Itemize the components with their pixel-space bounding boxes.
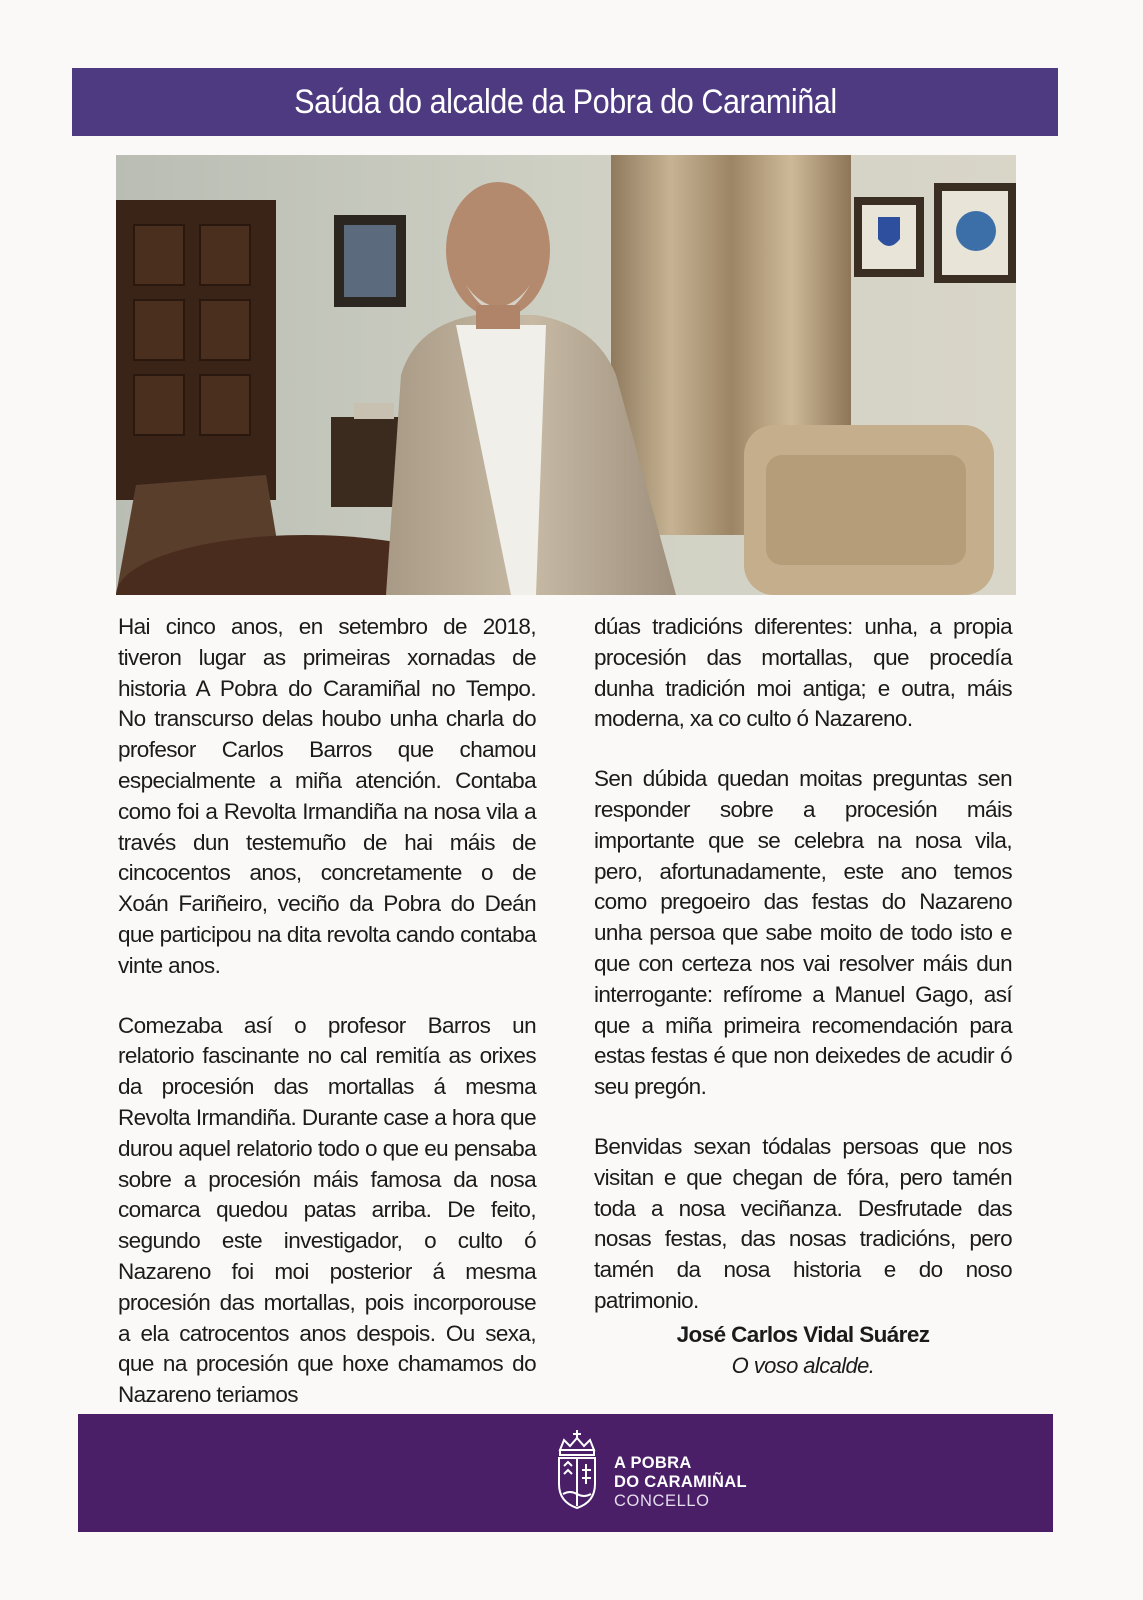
- signature-name: José Carlos Vidal Suárez: [676, 1321, 930, 1347]
- mayor-photo: [116, 155, 1016, 595]
- logo-text: [614, 1454, 747, 1511]
- paragraph: Sen dúbida quedan moitas preguntas sen responder sobre a procesión máis importante que se celebra na nosa vila, pero, afortunadamente, este ano temos como pregoeiro das festas do Nazareno unha persoa que sabe moito de todo isto e que con certeza nos vai resolver máis dun interrogante: refírome a Manuel Gago, así que a miña primeira recomendación para estas festas é que non deixedes de acudir ó seu pregón.: [594, 766, 1012, 1100]
- signature: [594, 1319, 1012, 1381]
- paragraph: Benvidas sexan tódalas persoas que nos visitan e que chegan de fóra, pero tamén toda a nosa veciñanza. Desfrutade das nosas festas, das nosas tradicións, pero tamén da nosa historia e do noso patrimonio.: [594, 1133, 1012, 1313]
- footer-bar: [78, 1414, 1053, 1532]
- logo-line-1: A POBRA: [614, 1454, 692, 1472]
- article-right-column: [594, 612, 1012, 1381]
- title-bar: [72, 68, 1058, 136]
- paragraph: Hai cinco anos, en setembro de 2018, tiveron lugar as primeiras xornadas de historia A Pobra do Caramiñal no Tempo. No transcurso delas houbo unha charla do profesor Carlos Barros que chamou especialmente a miña atención. Contaba como foi a Revolta Irmandiña na nosa vila a través dun testemuño de hai máis de cincocentos anos, concretamente o de Xoán Fariñeiro, veciño da Pobra do Deán que participou na dita revolta cando contaba vinte anos.: [118, 614, 536, 978]
- coat-of-arms-icon: [554, 1428, 600, 1512]
- page-title: Saúda do alcalde da Pobra do Caramiñal: [293, 82, 837, 121]
- paragraph: dúas tradicións diferentes: unha, a propia procesión das mortallas, que procedía dunha tradición moi antiga; e outra, máis moderna, xa co culto ó Nazareno.: [594, 614, 1012, 732]
- article-left-column: [118, 612, 536, 1440]
- logo-line-3: CONCELLO: [614, 1492, 710, 1510]
- signature-role: O voso alcalde.: [731, 1352, 875, 1378]
- logo-line-2: DO CARAMIÑAL: [614, 1473, 747, 1491]
- paragraph: Comezaba así o profesor Barros un relatorio fascinante no cal remitía as orixes da procesión das mortallas á mesma Revolta Irmandiña. Durante case a hora que durou aquel relatorio todo o que eu pensaba sobre a procesión máis famosa da nosa comarca quedou patas arriba. De feito, segundo este investigador, o culto ó Nazareno foi moi posterior á mesma procesión das mortallas, pois incorporouse a ela catrocentos anos despois. Ou sexa, que na procesión que hoxe chamamos do Nazareno teriamos: [118, 1012, 536, 1408]
